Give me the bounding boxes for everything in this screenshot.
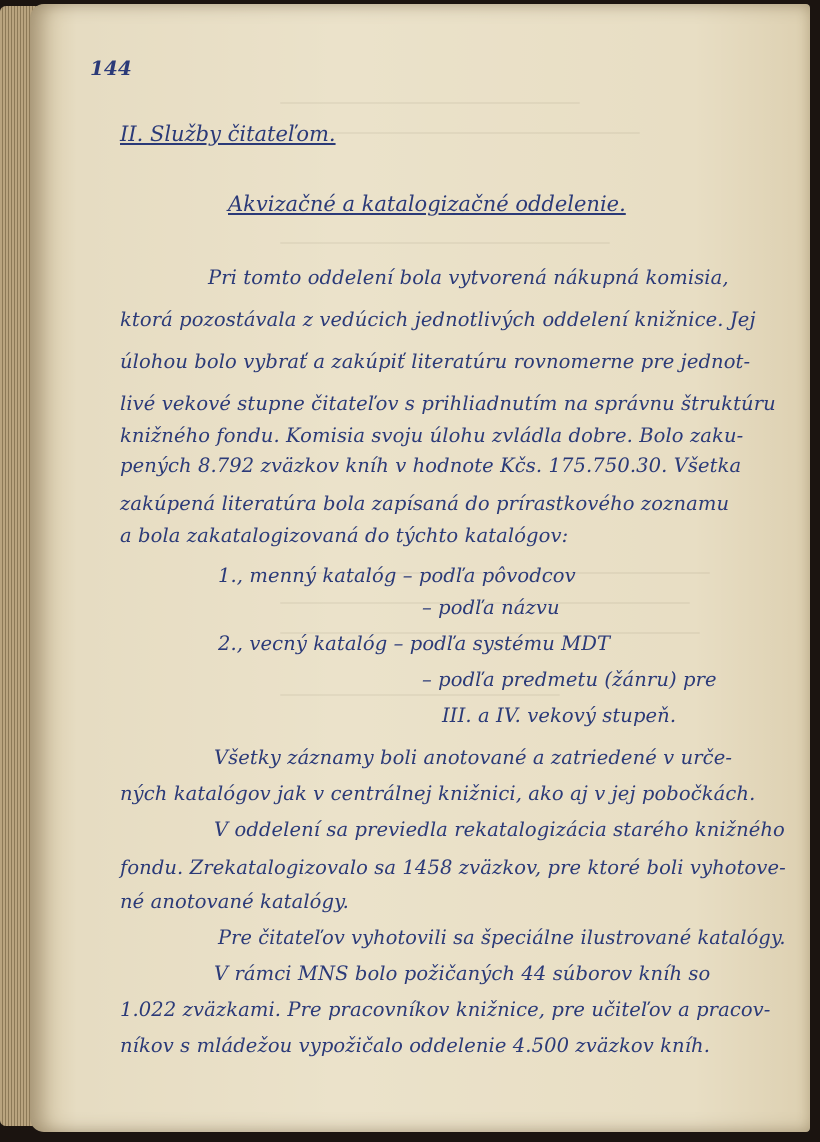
text-line: V oddelení sa previedla rekatalogizácia starého knižného — [214, 818, 785, 841]
text-line: 1.022 zväzkami. Pre pracovníkov knižnice, pre učiteľov a pracov- — [120, 998, 771, 1021]
catalog-line: 1., menný katalóg – podľa pôvodcov — [218, 564, 576, 587]
text-line: a bola zakatalogizovaná do týchto katalógov: — [120, 524, 569, 547]
text-line: né anotované katalógy. — [120, 890, 349, 913]
text-line: livé vekové stupne čitateľov s prihliadnutím na správnu štruktúru — [120, 392, 776, 415]
text-line: níkov s mládežou vypožičalo oddelenie 4.500 zväzkov kníh. — [120, 1034, 711, 1057]
text-line: pených 8.792 zväzkov kníh v hodnote Kčs. 175.750.30. Všetka — [120, 454, 742, 477]
text-line: ných katalógov jak v centrálnej knižnici, ako aj v jej pobočkách. — [120, 782, 756, 805]
catalog-line: – podľa predmetu (žánru) pre — [422, 668, 717, 691]
bleed-through-mark — [280, 242, 610, 244]
bleed-through-mark — [280, 694, 560, 696]
catalog-line: – podľa názvu — [422, 596, 560, 619]
catalog-line: III. a IV. vekový stupeň. — [442, 704, 677, 727]
page-number: 144 — [90, 56, 132, 80]
bleed-through-mark — [280, 102, 580, 104]
text-line: knižného fondu. Komisia svoju úlohu zvládla dobre. Bolo zaku- — [120, 424, 744, 447]
text-line: ktorá pozostávala z vedúcich jednotlivých oddelení knižnice. Jej — [120, 308, 756, 331]
text-line: úlohou bolo vybrať a zakúpiť literatúru rovnomerne pre jednot- — [120, 350, 751, 373]
text-line: Pre čitateľov vyhotovili sa špeciálne ilustrované katalógy. — [218, 926, 786, 949]
text-line: fondu. Zrekatalogizovalo sa 1458 zväzkov, pre ktoré boli vyhotove- — [120, 856, 786, 879]
sub-heading: Akvizačné a katalogizačné oddelenie. — [228, 192, 626, 216]
text-line: Všetky záznamy boli anotované a zatriedené v urče- — [214, 746, 733, 769]
section-heading: II. Služby čitateľom. — [120, 122, 336, 146]
text-line: zakúpená literatúra bola zapísaná do prírastkového zoznamu — [120, 492, 730, 515]
manuscript-page — [30, 4, 810, 1132]
catalog-line: 2., vecný katalóg – podľa systému MDT — [218, 632, 611, 655]
text-line: Pri tomto oddelení bola vytvorená nákupná komisia, — [208, 266, 729, 289]
text-line: V rámci MNS bolo požičaných 44 súborov kníh so — [214, 962, 711, 985]
